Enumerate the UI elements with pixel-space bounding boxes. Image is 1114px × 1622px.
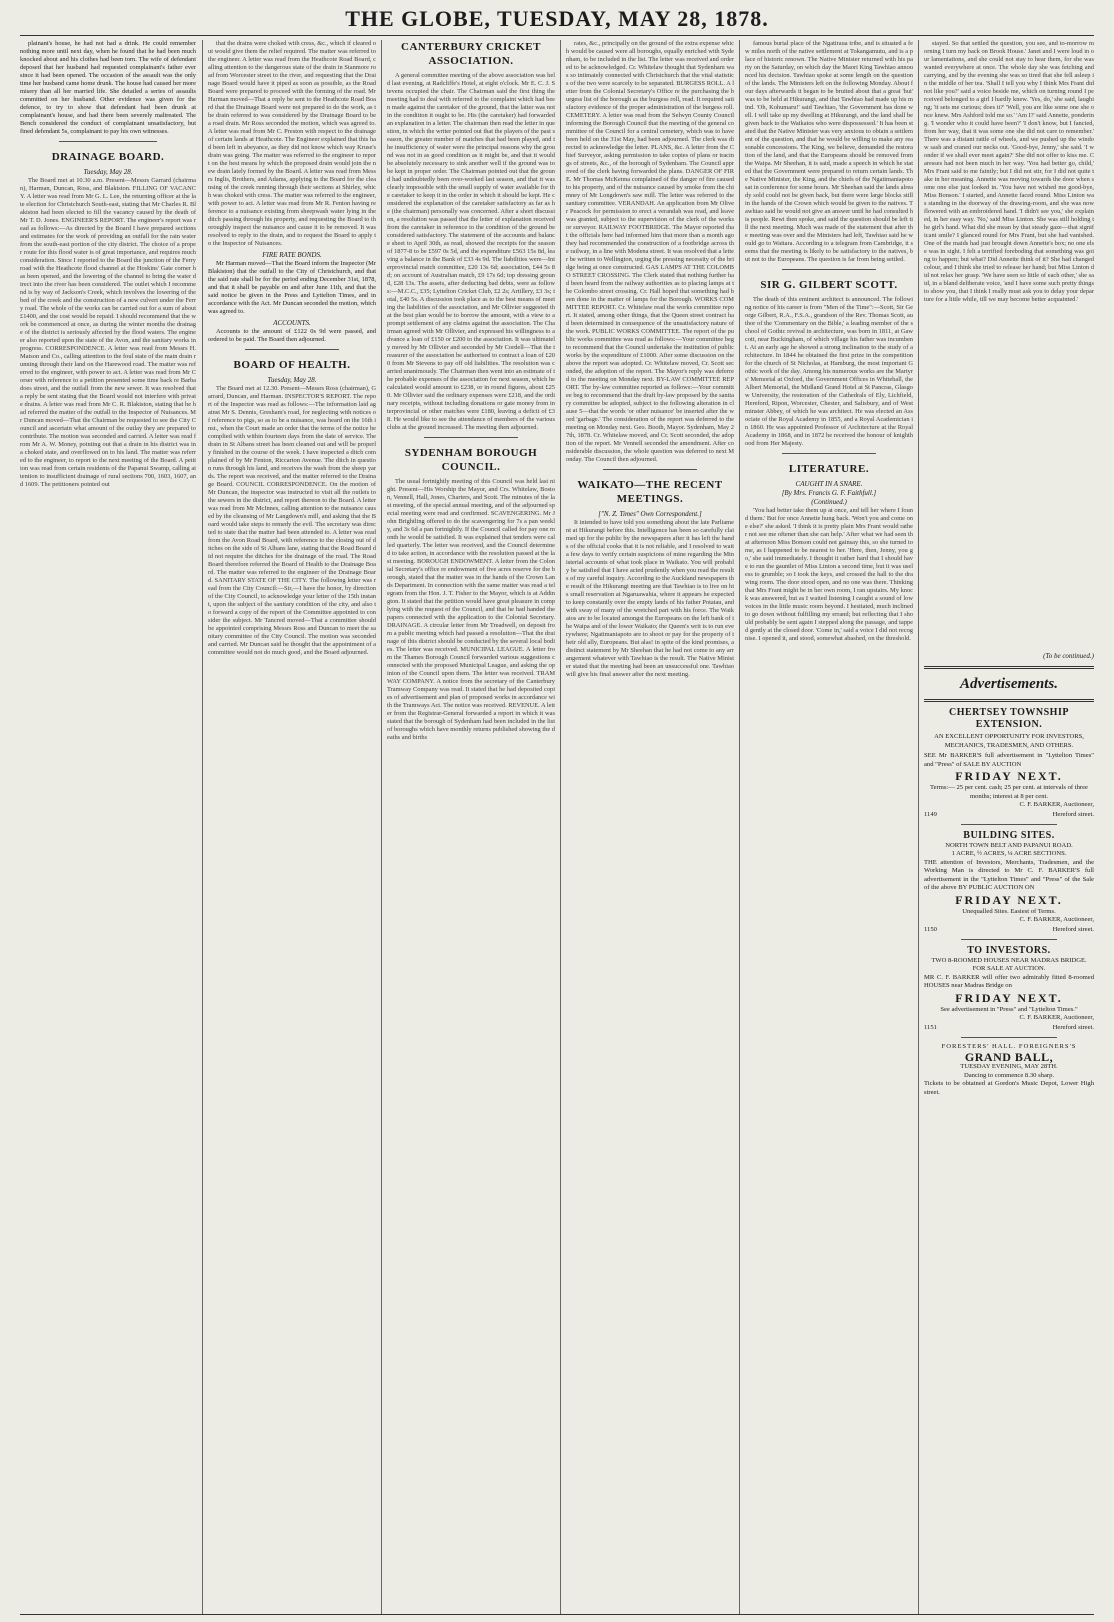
continued-note: (Continued.) bbox=[811, 498, 847, 506]
article-text: that the drains were choked with cress, &c., which if cleared out would give them the relief required. The matter was referred to the engineer. A letter was read from the Heathcote Road Board, calling attention to the dangerous state of the drain in Stanmore road from Worcester street to the river, and requesting that the Drainage Board would have it piped as soon as possible, as the Road Board were prepared to proceed with the forming of the road. Mr Harman moved—That a reply be sent to the Heathcote Road Board that the Drainage Board were not prepared to do the work, as the drain referred to was considered by the Drainage Board to be a road drain. Mr Ross seconded the motion, which was agreed to. A letter was read from Mr C. Preston with respect to the drainage of certain lands at Heathcote. The Engineer explained that this had been left in abeyance, as they did not know which way Kruse's drain was going. The matter was referred to the engineer to report on the best means by which the proposed drain would join the new drain lately formed by the Board. A letter was read from Messrs Inglis, Brothers, and Adams, applying to the Board for the cleansing of the creek running through their sections at Shirley, which was choked with cress. The matter was referred to the engineer, with power to act. A letter was read from Mr R. Fenton having reference to a nuisance existing from sheepwash water lying in the ditch passing through his property, and requesting the Board to thoroughly inspect the nuisance and cause it to be removed. It was resolved to reply to the drain, and to request the Board to apply to the Inspector of Nuisances. bbox=[208, 40, 376, 247]
ad-heading: TO INVESTORS. bbox=[967, 944, 1051, 956]
section-rule bbox=[924, 666, 1094, 669]
ad-day: FRIDAY NEXT. bbox=[955, 990, 1063, 1005]
article-text: The death of this eminent architect is announced. The following notice of his career is from "Men of the Time":—Scott, Sir George Gilbert, R.A., F.S.A., grandson of the Rev. Thomas Scott, author of the 'Commentary on the Bible,' a leading member of the school of Gothic revival in architecture, was born in 1811, at Gawcott, near Buckingham, of which village his father was incumbent. At an early age he showed a strong inclination to the study of architecture. In 1844 he obtained the first prize in the competition for the church of St Nicholas, at Hamburg, the most important Gothic work of the day. Among his numerous works are the Martyrs' Memorial at Oxford, the Government Offices in Whitehall, the Albert Memorial, the Midland Grand Hotel at St Pancras, Glasgow University, the restoration of the Cathedrals of Ely, Lichfield, Hereford, Ripon, Worcester, Chester, and Salisbury, and of Westminster Abbey, of which he was architect. He was elected an Associate of the Royal Academy in 1855, and a Royal Academician in 1860. He was appointed Professor of Architecture at the Royal Academy in 1868, and in 1872 he received the honour of knighthood from Her Majesty. bbox=[745, 296, 913, 447]
article-text: The usual fortnightly meeting of this Council was held last night. Present—His Worship the Mayor, and Crs. Whitelaw, Boston, Vennell, Hall, Jones, Charters, and Scott. The minutes of the last meeting, of the special annual meeting, and of the adjourned special meeting were read and confirmed. SCAVENGERING. Mr John Brightling offered to do the scavengering for 7s a pan weekly, and 3s 6d a pan fortnightly. If the Council called for pay one month he would be satisfied. It was explained that tenders were called quarterly. The letter was received, and the Council determined to take action, in accordance with the resolution passed at the last meeting. BOROUGH ENDOWMENT. A letter from the Colonial Secretary's office re endowment of five acres reserve for the borough, stated that the matter was in the hands of the Crown Lands Department. In connection with the same matter was read a telegram from the Hon. J. T. Fisher to the Mayor, which is at Addington. It stated that the petition would have great pleasure in complying with the request of the Council, and that he had handed the papers connected with the application to the Colonial Secretary. DRAINAGE. A circular letter from Mr Treadwell, on deposit from a public meeting which had passed a resolution—That the drainage of this district should be conducted by the several local bodies. The letter was received. MUNICIPAL LEAGUE. A letter from the Thames Borough Council forwarded various suggestions connected with the proposed Municipal League, and asking the opinion of the Council upon them. The letter was received. TRAMWAY COMPANY. A notice from the secretary of the Canterbury Tramway Company was read. It stated that he had deposited copies of advertisement and plan of proposed works in accordance with the Tramways Act. The notice was received. REVENUE. A letter from the Registrar-General forwarded a report in which it was stated that the borough of Sydenham had been included in the list of boroughs which have monthly returns published showing the deaths and births bbox=[387, 478, 555, 741]
advertisements-section bbox=[924, 674, 1094, 1097]
ad-reference: See advertisement in "Press" and "Lyttelton Times." bbox=[940, 1005, 1078, 1013]
column-divider bbox=[381, 40, 382, 1614]
section-rule bbox=[782, 269, 876, 270]
article-text: famous burial place of the Ngatiraua tribe, and is situated a few miles north of the native settlement at Tokangamutu, and is a place of historic renown. The Native Minister returned with his party on the Saturday, on which day the Maori King Tawhiao announced his decision. Tawhiao spoke at some length on the question of the lands. The Ministers left on the following Monday. About four days afterwards it began to be bruited about that a great 'hui' was to be held at Hikurangi, and that Tawhiao had made up his mind. 'Oh, Kohumaru!' said Tawhiao, 'the Government has done well. I will take up my dwelling at Hikurangi, and the land shall be given back to the Waikatos who were dispossessed.' It has been stated that the Native Minister was very anxious to obtain a settlement of the question, and that he would be willing to make any reasonable concessions. The King, we believe, demanded the restoration of the land, and that the Europeans should be removed from the Waipa. Mr Sheehan, it is said, made a speech in which he stated that the Government were prepared to return certain lands. The Native Minister, the King, and the chiefs of the Ngatimaniapoto sat in conference for some hours. Mr Sheehan said the lands already sold could not be given back, but there were large blocks still in the hands of the Crown which would be given to the natives. Tawhiao said he would not give an answer until he had consulted his people. Rewi then spoke, and said the question should be left till the next meeting. Much was made of the statement that after the meeting was over and the Ministers had left, Tawhiao said he would go to Waitara. According to a telegram from Cambridge, it seems that the meeting is likely to be satisfactory to the natives, but not to the Europeans. The question is far from being settled. bbox=[745, 40, 913, 263]
ad-footer bbox=[924, 925, 1094, 934]
masthead-title: THE GLOBE, TUESDAY, MAY 28, 1878. bbox=[345, 6, 769, 31]
ad-address: Hereford street. bbox=[1052, 925, 1094, 933]
section-rule bbox=[924, 699, 1094, 702]
column-5 bbox=[745, 40, 913, 1614]
story-title: CAUGHT IN A SNARE. bbox=[795, 480, 863, 488]
ad-signature: C. F. BARKER, Auctioneer, bbox=[1019, 916, 1094, 923]
ad-date: TUESDAY EVENING, MAY 28TH. bbox=[960, 1063, 1058, 1070]
section-heading: DRAINAGE BOARD. bbox=[51, 151, 165, 163]
footer-rule bbox=[20, 1614, 1094, 1615]
ad-day: FRIDAY NEXT. bbox=[955, 769, 1063, 783]
column-6 bbox=[924, 40, 1094, 1614]
section-heading: LITERATURE. bbox=[788, 463, 870, 475]
ad-subheading: TWO 8-ROOMED HOUSES NEAR MADRAS BRIDGE. bbox=[931, 956, 1087, 964]
article-text: The Board met at 12.30. Present—Messrs Ross (chairman), Garrard, Duncan, and Harman. INSPECTOR'S REPORT. The report of the Inspector was read as follows:—The information laid against Mr S. Dennis, Gresham's road, for neglecting with notices of reference to pigs, so as to be a nuisance, was heard on the 16th inst., when the Court made an order that the terms of the notice be complied with within fourteen days from the date of service. The drain in St Albans street has been cleaned out and will be properly finished in the course of the week. I have inspected a ditch complained of by Mr Fenton, Riccarton Avenue. The ditch in question runs through his land, and receives the wash from the sheep yards. The report was received, and the matter referred to the Drainage Board. COUNCIL CORRESPONDENCE. On the motion of Mr Duncan, the inspector was instructed to visit all the outlets to the sewers in the district, and report thereon to the Board. A letter was read from Mr McInnes, calling attention to the nuisance caused by the cleansing of Mr Langdown's mill, and asking that the Board would take steps to remedy the evil. The secretary was directed to state that the matter had been attended to. A letter was read from the Avon Road Board, with reference to the closing out of ditches on the side of St Albans lane, stating that the Road Board did not require the ditches for the drainage of the road. The Road Board therefore referred the Board of Health to the Drainage Board. The matter was referred to the engineer of the Drainage Board. SANITARY STATE OF THE CITY. The following letter was read from the City Council:—Sir,—I have the honor, by direction of the City Council, to acknowledge your letter of the 15th instant, upon the subject of the sanitary condition of the city, and also to forward a copy of the report of the Committee appointed to consider the subject. Mr Tancred moved—That a committee should be appointed comprising Messrs Ross and Duncan to meet the sanitary committee of the City Council. The motion was seconded and carried. Mr Duncan said he thought that the appointment of a committee would not do much good, and the Board adjourned. bbox=[208, 385, 376, 656]
article-text: Mr Harman moved—That the Board inform the Inspector (Mr Blakiston) that the outfall to the City of Christchurch, and that the said rate shall be for the period ending December 31st, 1878, and that it shall be payable on and after June 11th, and that the said notice be given in the Press and Lyttelton Times, and in accordance with the Act. Mr Duncan seconded the motion, which was agreed to. bbox=[208, 260, 376, 315]
section-rule bbox=[961, 824, 1056, 825]
column-1 bbox=[20, 40, 196, 1614]
article-text: rates, &c., principally on the ground of the extra expense which would be caused were all boroughs, equally enriched with Sydenham, to be included in the list. The letter was received and ordered to be acknowledged. Cr. Whitelaw thought that Sydenham was so intimately connected with Christchurch that the vital statistics of the two were scarcely to be separated. BURGESS ROLL. A letter from the Colonial Secretary's Office re the purchasing the burgess list of the borough as the burgess roll, read. It required satisfactory evidence of the proper administration of the burgess roll. CEMETERY. A letter was read from the Selwyn County Council informing the Borough Council that the meeting of the general committee of the Council for a central cemetery, which was to have been held on the 31st May, had been adjourned. The clerk was directed to acknowledge the letter. PLANS, &c. A letter from the Chief Surveyor, asking permission to take copies of plans or tracings of streets, &c., of the borough of Sydenham. The Council approved of the clerk having forwarded the plans. DANGER OF FIRE. Mr Thomas McKenna complained of the danger of fire caused to his property, and of the nuisance caused by smoke from the chimney of Mr Longdown's saw mill. The letter was referred to the sanitary committee. VERANDAH. An application from Mr Oliver Peacock for permission to erect a verandah was read, and leave was granted, subject to the supervision of the clerk of the works or surveyor. RAILWAY FOOTBRIDGE. The Mayor reported that the officials here had informed him that more than a month ago they had recommended the construction of a footbridge across the railway, in a line with Modena street. It was resolved that a letter be written to Wellington, urging the pressing necessity of the bridge being at once constructed. GAS LAMPS AT THE COLOMBO STREET CROSSING. The Clerk stated that nothing further had been heard from the railway authorities as to placing lamps at the Colombo street crossing. Cr. Hall hoped that something had been done in the matter of lamps for the Borough. WORKS COMMITTEE REPORT. Cr. Whitelaw read the works committee report. It stated, among other things, that the Queen street contract had been determined in consequence of the unsatisfactory nature of the work. PUBLIC WORKS COMMITTEE. The report of the public works committee was read as follows:—Your committee beg to recommend that the Council undertake the institution of public works by the expenditure of £1000. After some discussion on the above the report was adopted. Cr. Whitelaw moved, Cr. Scott seconded, the adoption of the report. The Mayor's reply was deferred to the meeting on Monday next. BY-LAW COMMITTEE REPORT. The by-law committee reported as follows:—Your committee beg to recommend that the draft by-law proposed by the sanitary committee be adopted, subject to the following alteration in clause 5—that the words 'or other nuisance' be inserted after the word 'garbage.' The consideration of the report was deferred to the meeting on Monday next. Geo. Booth, Mayor. Sydenham, May 27th, 1878. Cr. Whitelaw moved, and Cr. Scott seconded, the adoption of the report. Mr Vennell seconded the amendment. After considerable discussion, the whole question was deferred to next Monday. The Council then adjourned. bbox=[566, 40, 734, 463]
ad-subheading: 1 ACRE, ½ ACRES, ¼ ACRE SECTIONS. bbox=[951, 850, 1067, 857]
section-heading: SYDENHAM BOROUGH COUNCIL. bbox=[404, 447, 538, 473]
section-rule bbox=[782, 453, 876, 454]
subheading: FIRE RATE BONDS. bbox=[262, 251, 322, 259]
article-text: stayed. So that settled the question, you see, and to-morrow morning I turn my back on Brook House.' Janet and I were loud in our lamentations, and she could not stay to hear them, for she was wanted everywhere at once. The whole day she was fetching and carrying, and by the evening she was so tired that she fell asleep in the middle of her tea. 'Shall I tell you why I think Mrs Frant did not like you?' said a voice beside me, which on turning round I perceived belonged to a girl I hardly knew. 'Yes, do,' she said, laughing; 'it sets me curious; does it?' 'Well, you are like some one she once knew. Mrs Ashford told me so.' 'Am I?' said Annette, pondering. 'I wonder who it could have been?' 'I don't know, but I fancied, from her way, that it was some one she did not care to remember.' There was a distant rattle of wheels, and we pushed up the window sash and craned our necks out. 'Good-bye, Jenny,' she said. 'I wonder if we shall ever meet again?' She did not offer to kiss me. Caresses had not been much in her way. 'You had better go, child,' Mrs Frant said to me faintly; but I did not stir, for I did not quite take in her meaning. Annette was moving towards the door when some one else just looked in. 'You have not wished me good-bye, Miss Bonson.' I started, and Annette faced round. Miss Linton was standing in the doorway of the drawing-room, and she was now flowered with an embroidered hand. 'I didn't see you,' she explained, in her easy way. 'No,' said Miss Linton. She was still holding the girl's hand. What did she mean by that steady gaze—that significant smile? I glanced round for Mrs Frant, but she had vanished. One of the maids had just brought down Annette's box; no one else was in sight. I felt a terrified foreboding that something was going to happen; but what? Did Annette think of it? She had changed colour, and I think she tried to release her hand; but Miss Linton did not relax her grasp. 'We have seen so little of each other,' she said, in a bland deliberate voice, 'and I have some such pretty things to show you, that I think I really must ask you to delay your departure for a little while, till we may become better acquainted.' bbox=[924, 40, 1094, 303]
masthead-rule bbox=[20, 35, 1094, 36]
ad-sale-note: FOR SALE AT AUCTION. bbox=[972, 965, 1046, 972]
ad-number: 1151 bbox=[924, 1023, 937, 1031]
section-date: Tuesday, May 28. bbox=[267, 376, 317, 384]
to-be-continued: (To be continued.) bbox=[1043, 652, 1094, 660]
article-text: The Board met at 10.30 a.m. Present—Messrs Garrard (chairman), Harman, Duncan, Ross, and Blakiston. FILLING OF VACANCY. A letter was read from Mr G. L. Lee, the returning officer at the late election for Christchurch South-east, stating that Mr Charles R. Blakiston had been elected to fill the vacancy caused by the death of Mr T. D. Jones. ENGINEER'S REPORT. The engineer's report was read as follows:—As directed by the Board I have prepared sections and estimates for the work of providing an outfall for the rain water from the south-east portion of the city district. The choice of a proper route for this flood water is of great importance, and requires much consideration. Since I reported to the Board the junction of the Ferry road with the Heathcote flood channel at the Hoskins' Gate corner has been opened, and the lowering of the channel to bring the water direct into the river has been considered. The outlet which I recommend is by way of Jackson's Creek, which involves the lowering of the bed of the creek and the construction of a new culvert under the Ferry road. The whole of the works can be carried out for a sum of about £1400, and the cost would be repaid. I should recommend that the work be commenced at once, as during the winter months the drainage of the district is seriously affected by the flood waters. The engineer also reported upon the state of the Avon, and the sanitary works in progress. CORRESPONDENCE. A letter was read from Messrs H. Matson and Co., calling attention to the foul state of the main drain running through their land on the Harewood road. The matter was referred to the engineer, with power to act. A letter was read from Mr Corser with reference to a petition presented some time back re Barbadoes street, and the outfall from the new sewer. It was resolved that a reply be sent stating that the Board would not interfere with private drains. A letter was read from Mr C. R. Blakiston, stating that he had referred the matter of the outfall to the Inspector of Nuisances. Mr Duncan moved—That the Chairman be requested to see the City Council and ascertain what amount of the outlay they are prepared to contribute. The motion was seconded and carried. A letter was read from Mr A. W. Money, pointing out that a drain in his district was in a choked state, and overflowed on to his land. The matter was referred to the engineer, to report to the next meeting of the Board. A petition was read from certain residents of the Papanui Swamp, calling attention to insufficient drainage of rural sections 700, 1603, 1607, and 1609. The petitioners pointed out bbox=[20, 177, 196, 488]
column-divider bbox=[202, 40, 203, 1614]
section-heading: WAIKATO—THE RECENT MEETINGS. bbox=[577, 479, 723, 505]
advertisement bbox=[924, 1043, 1094, 1098]
ad-terms: Unequalled Sites. Easiest of Terms. bbox=[962, 907, 1056, 915]
column-2 bbox=[208, 40, 376, 1614]
ad-body: MR C. F. BARKER will offer two admirably fitted 8-roomed HOUSES near Madras Bridge on bbox=[924, 973, 1094, 989]
column-divider bbox=[918, 40, 919, 1614]
article-text: plainant's house, he had not had a drink. He could remember nothing more until next day, when he found that he had been much knocked about and his clothes had been torn. The wife of defendant deposed that her husband had requested complainant's father ever since it had been opened. The occasion of the assault was the only time her husband came home drunk. The house had caused her more misery than all her married life. She detailed a series of assaults committed on her husband. Other evidence was given for the defence, to try to show that defendant had been drunk at complainant's house, and had there been severely maltreated. The Bench considered the conduct of complainant unsatisfactory, but fined defendant 5s, complainant to pay his own witnesses. bbox=[20, 40, 196, 135]
ad-number: 1150 bbox=[924, 925, 937, 933]
ad-tickets: Tickets to be obtained at Gordon's Music Depot, Lower High street. bbox=[924, 1080, 1094, 1096]
ad-body: THE attention of Investors, Merchants, Tradesmen, and the Working Man is directed to Mr C. F. BARKER'S full advertisement in the "Lyttelton Times" and "Press" of the Sale of the above BY PUBLIC AUCTION ON bbox=[924, 858, 1094, 891]
section-heading: BOARD OF HEALTH. bbox=[233, 359, 351, 371]
ad-subheading: AN EXCELLENT OPPORTUNITY FOR INVESTORS, MECHANICS, TRADESMEN, AND OTHERS. bbox=[934, 733, 1084, 749]
section-heading: SIR G. GILBERT SCOTT. bbox=[760, 279, 898, 291]
advertisement bbox=[924, 830, 1094, 934]
ad-heading: CHERTSEY TOWNSHIP EXTENSION. bbox=[949, 707, 1069, 730]
ad-address: Hereford street. bbox=[1052, 810, 1094, 818]
section-rule bbox=[603, 469, 697, 470]
column-divider bbox=[739, 40, 740, 1614]
article-text: 'You had better take them up at once, and tell her where I found them.' But for once Annette hung back. 'Won't you and come one else?' she asked. 'I think it is pretty plain Mrs Frant would rather not see me oftener than she can help.' After what we had seen that afternoon Miss Bonson could not gainsay this, so she turned to me, as I happened to be nearest to her. 'Here, then, Jenny, you go,' she said immediately. I thought it rather hard that I should have to run the gauntlet of Miss Linton a second time, but it was useless to grumble; so I took the keys, and crossed the hall to the drawing room. The door stood open, and no one was there. Thinking that Mrs Frant might be in her own room, I ran upstairs. My knock was answered, but as I waited listening I caught a sound of low voices in the little music room beyond. I hesitated, much inclined to go down without fulfilling my errand; but reflecting that I should probably be sent again I stepped along the passage, and tapped gently at the closed door. 'Come in,' said a voice I did not recognise. I opened it, and stood, somewhat abashed, on the threshold. bbox=[745, 507, 913, 642]
ad-signature: C. F. BARKER, Auctioneer, bbox=[1019, 801, 1094, 808]
ad-number: 1149 bbox=[924, 810, 937, 818]
advertisement bbox=[924, 707, 1094, 819]
ad-footer bbox=[924, 810, 1094, 819]
correspondent-note: ["N. Z. Times" Own Correspondent.] bbox=[598, 510, 702, 518]
ad-subheading: NORTH TOWN BELT AND PAPANUI ROAD. bbox=[945, 841, 1073, 849]
ad-heading: FORESTERS' HALL. FOREIGNERS'S bbox=[941, 1042, 1077, 1050]
article-text: A general committee meeting of the above association was held last evening, at Radcliffe's Hotel, at eight o'clock. Mr E. C. J. Stevens occupied the chair. The Chairman said the first thing the meeting had to deal with referred to the complaint which had been made against the caretaker of the ground, that the latter was not in the condition it ought to be. His (the caretaker) had forwarded an explanation in a letter. The chairman then read the letter in question, in which the writer pointed out that the players of the past season, the greater number of matches that had been played, and the insufficiency of water were the principal reasons why the ground was not in as good condition as it might be, and that it would be absolutely necessary to sink another well if the ground was to be kept in proper order. The Chairman pointed out that the ground had undoubtedly been over-worked last season, and that it was clearly impossible with the small supply of water available for the caretaker to keep it in the order in which it should be kept. He considered the explanation of the caretaker satisfactory as far as he (the chairman) personally was concerned. After a short discussion, a resolution was passed that the letter of explanation received from the caretaker in reference to the condition of the ground be considered satisfactory. The statement of the accounts and balance sheet to April 30th, as read, showed the receipts for the season of 1877-8 to be £597 0s 5d, and the expenditure £563 15s 8d, leaving a balance in the Bank of £33 4s 9d. The liabilities were—Interprovincial match committee, £20 13s 6d; association, £44 5s 8d; on account of Australian match, £9 17s 6d; top dressing ground, £28 13s. The assets, after deducting bad debts, were as follows:—M.C.C., £35; Lyttelton Cricket Club, £2 2s; Artillery, £3 3s; total, £40 5s. A discussion took place as to the best means of meeting the liabilities of the association, and Mr Ollivier suggested that the best plan would be to borrow the amount, with a view to a prompt settlement of any claims against the association. The Chairman agreed with Mr Ollivier, and expressed his willingness to advance a loan of £150 or £200 to the association. It was ultimately moved by Mr Ollivier and seconded by Mr Cordell—That the treasurer of the association be authorised to contract a loan of £200 from Mr Stevens to pay off old liabilities. The resolution was carried unanimously. The Chairman then went into an estimate of the probable expenses of the association for next season, which he calculated would amount to £238, or in round figures, about £250. Mr Ollivier said the ordinary expenses were £218, and the ordinary receipts, without including donations or gate money from interprovincial or other matches were £180, leaving a deficit of £38. He would like to see the attendance of members of the various clubs at the ground increased. The meeting then adjourned. bbox=[387, 72, 555, 431]
ad-footer bbox=[924, 1023, 1094, 1032]
article-text: It intended to have told you something about the late Parliament at Hikurangi before this. Intelligence has been so carefully claimed up for the public by the newspapers after it has left the hands of the official cooks that it is not reliable, and I resolved to wait a few days to verify certain suspicions of mine regarding the Ministerial accounts of what took place in Waikato. You will probably be satisfied that I have acted prudently when you read the results of my careful inquiry. According to the Auckland newspapers the result of the Hikurangi meeting are that Tawhiao is to live on his small reservation at Ngaruawahia, where it appears he expected to keep constantly over the empty lands of his father Potatau, and with sway of many of the wretched part with his force. The Waikatos are to be located amongst the Europeans on the left bank of the Waipa and of the lower Waikato; the Queen's writ is to run everywhere; Ngatimaniapoto are to shoot or pay for the property of their old ally, Europeans. But alas! in spite of the kind promises, a distinct statement by Mr Sheehan that he had not come to any arrangement whatever with Tawhiao is the result. The Native Minister stated that the meeting had been an unsuccessful one. Tawhiao will give his final answer after the next meeting. bbox=[566, 519, 734, 678]
section-rule bbox=[245, 349, 339, 350]
column-4 bbox=[566, 40, 734, 1614]
section-rule bbox=[424, 437, 518, 438]
ad-terms: Terms:— 25 per cent. cash; 25 per cent. at intervals of three months; interest at 8 per cent. bbox=[930, 784, 1088, 800]
article-text: Accounts to the amount of £122 0s 9d were passed, and ordered to be paid. The Board then adjourned. bbox=[208, 328, 376, 343]
section-date: Tuesday, May 28. bbox=[83, 168, 133, 176]
section-rule bbox=[59, 141, 158, 142]
section-rule bbox=[961, 939, 1056, 940]
column-divider bbox=[560, 40, 561, 1614]
ad-day: FRIDAY NEXT. bbox=[955, 892, 1063, 907]
advertisements-heading: Advertisements. bbox=[960, 676, 1058, 692]
ad-title: GRAND BALL, bbox=[964, 1050, 1054, 1064]
story-byline: [By Mrs. Francis G. F. Faithfull.] bbox=[781, 489, 877, 497]
column-3 bbox=[387, 40, 555, 1614]
section-heading: CANTERBURY CRICKET ASSOCIATION. bbox=[401, 41, 541, 67]
ad-time: Dancing to commence 8.30 sharp. bbox=[963, 1071, 1055, 1079]
subheading: ACCOUNTS. bbox=[273, 319, 311, 327]
advertisement bbox=[924, 945, 1094, 1032]
section-rule bbox=[961, 1037, 1056, 1038]
ad-address: Hereford street. bbox=[1052, 1023, 1094, 1031]
ad-heading: BUILDING SITES. bbox=[963, 829, 1055, 841]
ad-signature: C. F. BARKER, Auctioneer, bbox=[1019, 1014, 1094, 1021]
ad-body: SEE Mr BARKER'S full advertisement in "Lyttelton Times" and "Press" of SALE BY AUCTION bbox=[924, 752, 1094, 768]
